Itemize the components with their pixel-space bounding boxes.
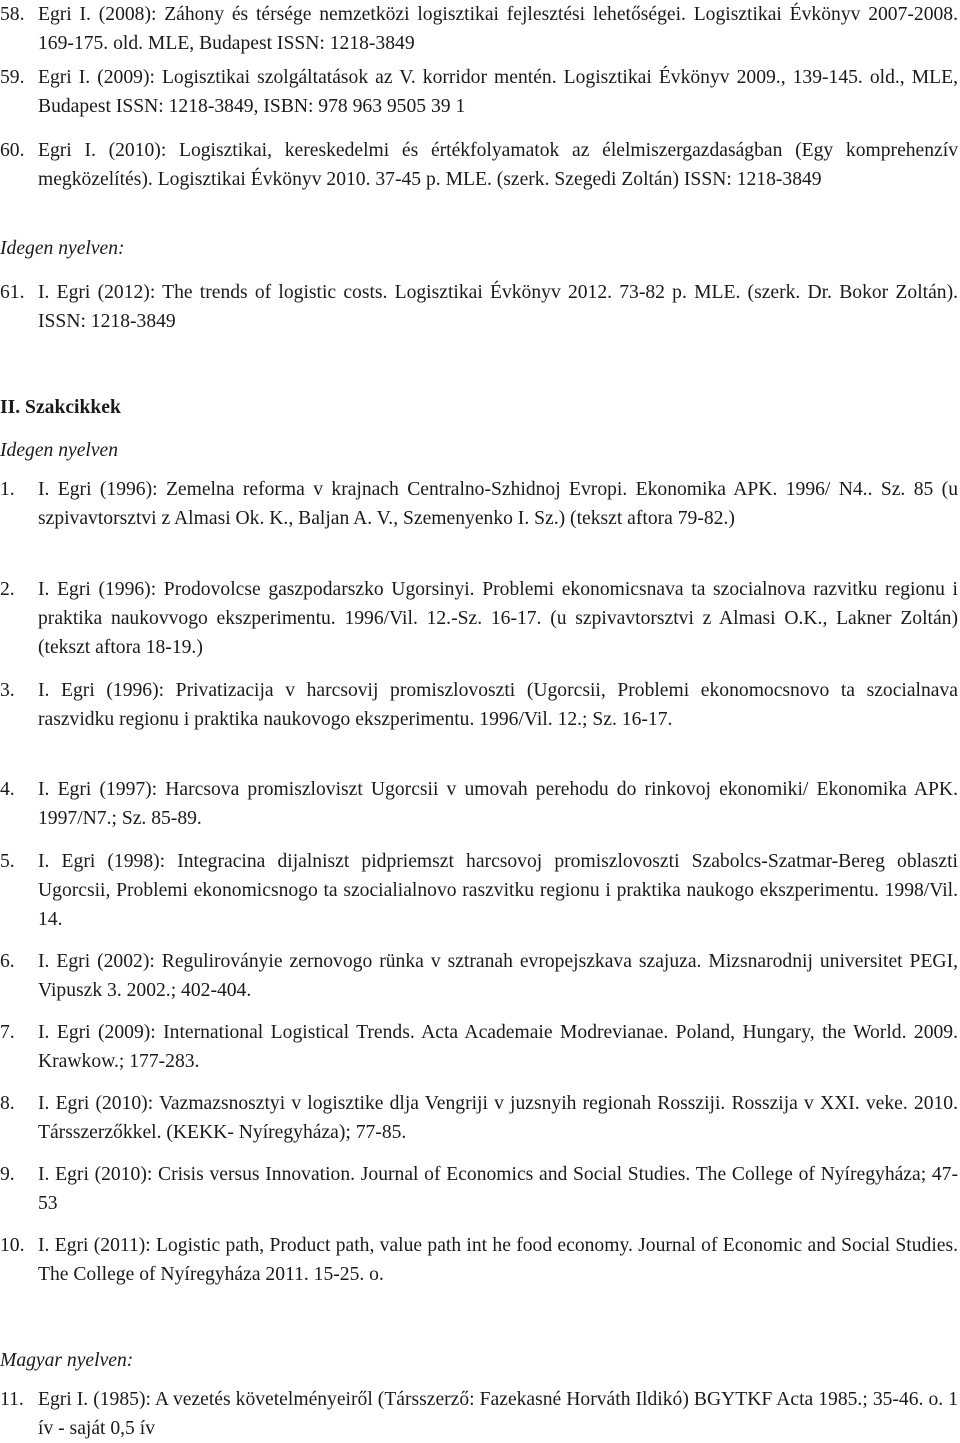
entry-text: Egri I. (2010): Logisztikai, kereskedelmi és értékfolyamatok az élelmiszergazdaságban (Egy komprehenzív megközelítés). Logisztikai Évkönyv 2010. 37-45 p. MLE. (szerk. Szegedi Zoltán) ISSN: 1218-3849 xyxy=(38,140,958,190)
article-entry-1 xyxy=(0,475,958,533)
publication-entry-11 xyxy=(0,1385,958,1443)
entry-number: 60. xyxy=(0,140,25,161)
entry-text: I. Egri (1998): Integracina dijalniszt pidpriemszt harcsovoj promiszlovoszti Szabolcs-Szatmar-Bereg oblaszti Ugorcsii, Problemi ekonomicsnogo ta szocialialnovo raszvitku regionu i praktika naukogo ekszperimentu. 1998/Vil. 14. xyxy=(38,851,958,930)
entry-number: 5. xyxy=(0,851,15,872)
entry-text: I. Egri (1997): Harcsova promiszloviszt Ugorcsii v umovah perehodu do rinkovoj ekonomiki/ Ekonomika APK. 1997/N7.; Sz. 85-89. xyxy=(38,779,958,829)
entry-number: 58. xyxy=(0,4,25,25)
section-title: II. Szakcikkek xyxy=(0,397,121,418)
foreign-language-heading: Idegen nyelven xyxy=(0,440,119,461)
entry-text: Egri I. (1985): A vezetés követelményeiről (Társszerző: Fazekasné Horváth Ildikó) BGYTKF Acta 1985.; 35-46. o. 1 ív - saját 0,5 ív xyxy=(38,1389,958,1439)
article-entry-5 xyxy=(0,847,958,934)
article-entry-9 xyxy=(0,1160,958,1218)
entry-text: Egri I. (2009): Logisztikai szolgáltatások az V. korridor mentén. Logisztikai Évkönyv 2009., 139-145. old., MLE, Budapest ISSN: 1218-3849, ISBN: 978 963 9505 39 1 xyxy=(38,67,958,117)
entry-number: 8. xyxy=(0,1093,15,1114)
entry-text: I. Egri (1996): Prodovolcse gaszpodarszko Ugorsinyi. Problemi ekonomicsnava ta szocialnova razvitku regionu i praktika naukovvogo ekszperimentu. 1996/Vil. 12.-Sz. 16-17. (u szpivavtorsztvi z Almasi O.K., Lakner Zoltán) (tekszt aftora 18-19.) xyxy=(38,579,958,658)
publication-entry-60 xyxy=(0,136,958,194)
entry-number: 2. xyxy=(0,579,15,600)
article-entry-2 xyxy=(0,575,958,662)
entry-number: 61. xyxy=(0,282,25,303)
publication-entry-59 xyxy=(0,63,958,121)
entry-number: 6. xyxy=(0,951,15,972)
entry-text: Egri I. (2008): Záhony és térsége nemzetközi logisztikai fejlesztési lehetőségei. Logisztikai Évkönyv 2007-2008. 169-175. old. MLE, Budapest ISSN: 1218-3849 xyxy=(38,4,958,54)
article-entry-6 xyxy=(0,947,958,1005)
entry-number: 3. xyxy=(0,680,15,701)
article-entry-3 xyxy=(0,676,958,734)
entry-text: I. Egri (2009): International Logistical Trends. Acta Academaie Modrevianae. Poland, Hungary, the World. 2009. Krawkow.; 177-283. xyxy=(38,1022,958,1072)
entry-text: I. Egri (2010): Vazmazsnosztyi v logisztike dlja Vengriji v juzsnyih regionah Rossziji. Rosszija v XXI. veke. 2010. Társszerzőkkel. (KEKK- Nyíregyháza); 77-85. xyxy=(38,1093,958,1143)
entry-text: I. Egri (1996): Privatizacija v harcsovij promiszlovoszti (Ugorcsii, Problemi ekonomocsnovo ta szocialnava raszvidku regionu i praktika naukovogo ekszperimentu. 1996/Vil. 12.; Sz. 16-17. xyxy=(38,680,958,730)
entry-number: 59. xyxy=(0,67,25,88)
article-entry-10 xyxy=(0,1231,958,1289)
foreign-language-heading: Idegen nyelven: xyxy=(0,238,125,259)
entry-text: I. Egri (2002): Reguliroványie zernovogo rünka v sztranah evropejszkava szajuza. Mizsnarodnij universitet PEGI, Vipuszk 3. 2002.; 402-404. xyxy=(38,951,958,1001)
article-entry-7 xyxy=(0,1018,958,1076)
hungarian-language-heading: Magyar nyelven: xyxy=(0,1350,134,1371)
entry-number: 10. xyxy=(0,1235,25,1256)
entry-number: 1. xyxy=(0,479,15,500)
article-entry-8 xyxy=(0,1089,958,1147)
entry-text: I. Egri (2011): Logistic path, Product path, value path int he food economy. Journal of Economic and Social Studies. The College of Nyíregyháza 2011. 15-25. o. xyxy=(38,1235,958,1285)
entry-text: I. Egri (2010): Crisis versus Innovation. Journal of Economics and Social Studies. The College of Nyíregyháza; 47-53 xyxy=(38,1164,958,1214)
publication-entry-61 xyxy=(0,278,958,336)
entry-number: 7. xyxy=(0,1022,15,1043)
entry-text: I. Egri (1996): Zemelna reforma v krajnach Centralno-Szhidnoj Evropi. Ekonomika APK. 1996/ N4.. Sz. 85 (u szpivavtorsztvi z Almasi Ok. K., Baljan A. V., Szemenyenko I. Sz.) (tekszt aftora 79-82.) xyxy=(38,479,958,529)
entry-number: 9. xyxy=(0,1164,15,1185)
publication-entry-58 xyxy=(0,0,958,58)
entry-text: I. Egri (2012): The trends of logistic costs. Logisztikai Évkönyv 2012. 73-82 p. MLE. (szerk. Dr. Bokor Zoltán). ISSN: 1218-3849 xyxy=(38,282,958,332)
entry-number: 4. xyxy=(0,779,15,800)
article-entry-4 xyxy=(0,775,958,833)
entry-number: 11. xyxy=(0,1389,24,1410)
